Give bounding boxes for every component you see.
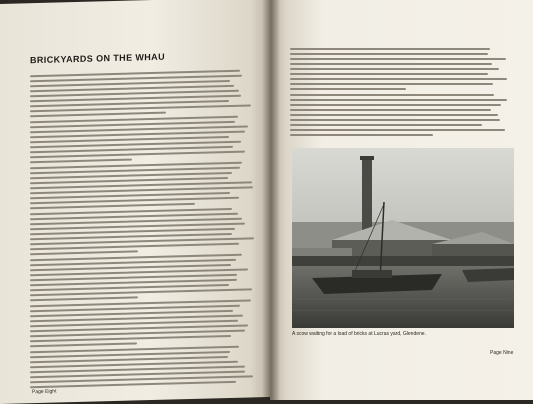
- text-line: [30, 250, 138, 255]
- page-number-left: Page Eight: [32, 388, 57, 396]
- text-line: [30, 296, 138, 301]
- text-line: [290, 88, 406, 90]
- body-text-right: [290, 48, 508, 139]
- text-line: [30, 203, 195, 209]
- photo-caption: A scow waiting for a load of bricks at Lucras yard, Glendene.: [292, 331, 426, 337]
- page-number-right: Page Nine: [490, 350, 514, 356]
- text-line: [290, 78, 507, 80]
- text-line: [290, 119, 500, 121]
- text-line: [290, 104, 501, 106]
- text-line: [290, 94, 494, 96]
- text-line: [290, 129, 505, 131]
- book-gutter: [262, 0, 280, 400]
- text-line: [290, 83, 493, 85]
- text-line: [290, 68, 499, 70]
- text-line: [290, 48, 490, 50]
- text-line: [290, 114, 498, 116]
- text-line: [290, 109, 491, 111]
- text-line: [30, 159, 132, 164]
- text-line: [30, 112, 166, 118]
- text-line: [290, 63, 492, 65]
- brickyard-photo: [292, 148, 514, 328]
- text-line: [290, 53, 488, 55]
- text-line: [290, 99, 507, 101]
- text-line: [290, 124, 482, 126]
- text-line: [290, 73, 488, 75]
- body-text-left: [30, 69, 254, 391]
- text-line: [30, 342, 137, 347]
- text-line: [290, 134, 433, 136]
- text-line: [290, 58, 506, 60]
- chapter-heading: BRICKYARDS ON THE WHAU: [30, 51, 165, 66]
